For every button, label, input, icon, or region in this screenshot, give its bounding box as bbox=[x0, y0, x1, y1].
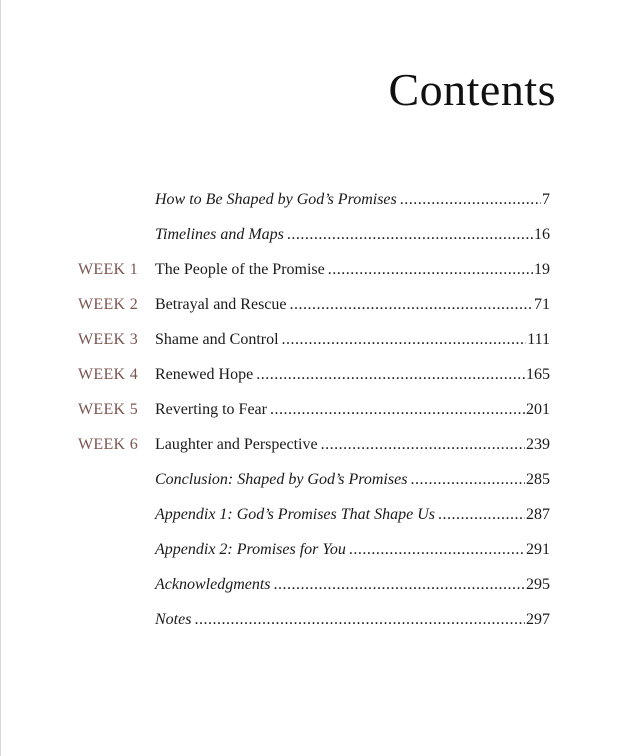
week-label: WEEK 4 bbox=[78, 366, 139, 383]
toc-entry[interactable] bbox=[155, 539, 550, 561]
toc-entry[interactable] bbox=[155, 189, 550, 211]
dot-leader bbox=[274, 574, 525, 596]
toc-entry-title[interactable]: Appendix 1: God’s Promises That Shape Us bbox=[155, 506, 435, 523]
page-number: 291 bbox=[526, 541, 550, 558]
page-title: Contents bbox=[388, 64, 556, 115]
week-label: WEEK 6 bbox=[78, 436, 139, 453]
toc-row[interactable] bbox=[0, 609, 624, 644]
page-number: 201 bbox=[526, 401, 550, 418]
page-number: 165 bbox=[526, 366, 550, 383]
toc-entry[interactable] bbox=[155, 469, 550, 491]
toc-row[interactable] bbox=[0, 224, 624, 259]
toc-entry[interactable] bbox=[155, 259, 550, 281]
week-label: WEEK 2 bbox=[78, 296, 139, 313]
toc-entry[interactable] bbox=[155, 329, 550, 351]
dot-leader bbox=[438, 504, 525, 526]
toc-entry[interactable] bbox=[155, 574, 550, 596]
page-number: 285 bbox=[526, 471, 550, 488]
toc-entry[interactable] bbox=[155, 364, 550, 386]
page-number: 71 bbox=[534, 296, 550, 313]
toc-row[interactable] bbox=[0, 189, 624, 224]
toc-entry-title[interactable]: Appendix 2: Promises for You bbox=[155, 541, 346, 558]
page-number: 239 bbox=[526, 436, 550, 453]
week-label: WEEK 3 bbox=[78, 331, 139, 348]
toc-entry-title[interactable]: Shame and Control bbox=[155, 331, 279, 348]
toc-entry-title[interactable]: Notes bbox=[155, 611, 192, 628]
dot-leader bbox=[321, 434, 525, 456]
toc-row[interactable] bbox=[0, 329, 624, 364]
dot-leader bbox=[290, 294, 534, 316]
toc-entry[interactable] bbox=[155, 504, 550, 526]
dot-leader bbox=[410, 469, 525, 491]
toc-entry[interactable] bbox=[155, 399, 550, 421]
toc-row[interactable] bbox=[0, 574, 624, 609]
toc-entry[interactable] bbox=[155, 294, 550, 316]
toc-entry-title[interactable]: Conclusion: Shaped by God’s Promises bbox=[155, 471, 408, 488]
page-number: 7 bbox=[542, 191, 550, 208]
toc-row[interactable] bbox=[0, 364, 624, 399]
week-label: WEEK 1 bbox=[78, 261, 139, 278]
dot-leader bbox=[256, 364, 525, 386]
toc-entry[interactable] bbox=[155, 609, 550, 631]
toc-entry[interactable] bbox=[155, 434, 550, 456]
week-label: WEEK 5 bbox=[78, 401, 139, 418]
toc-row[interactable] bbox=[0, 259, 624, 294]
toc-row[interactable] bbox=[0, 504, 624, 539]
page-number: 16 bbox=[534, 226, 550, 243]
toc-entry-title[interactable]: Renewed Hope bbox=[155, 366, 254, 383]
page-number: 19 bbox=[534, 261, 550, 278]
toc-entry-title[interactable]: Reverting to Fear bbox=[155, 401, 267, 418]
toc-entry[interactable] bbox=[155, 224, 550, 246]
dot-leader bbox=[287, 224, 533, 246]
page-number: 295 bbox=[526, 576, 550, 593]
page-number: 297 bbox=[526, 611, 550, 628]
toc-row[interactable] bbox=[0, 469, 624, 504]
dot-leader bbox=[270, 399, 525, 421]
toc-row[interactable] bbox=[0, 294, 624, 329]
toc-entry-title[interactable]: The People of the Promise bbox=[155, 261, 325, 278]
table-of-contents bbox=[0, 189, 624, 644]
dot-leader bbox=[400, 189, 541, 211]
toc-row[interactable] bbox=[0, 399, 624, 434]
toc-entry-title[interactable]: Timelines and Maps bbox=[155, 226, 284, 243]
page-number: 111 bbox=[527, 331, 550, 348]
toc-row[interactable] bbox=[0, 434, 624, 469]
toc-entry-title[interactable]: Acknowledgments bbox=[155, 576, 271, 593]
dot-leader bbox=[328, 259, 533, 281]
toc-entry-title[interactable]: Betrayal and Rescue bbox=[155, 296, 287, 313]
toc-entry-title[interactable]: Laughter and Perspective bbox=[155, 436, 318, 453]
toc-row[interactable] bbox=[0, 539, 624, 574]
page-number: 287 bbox=[526, 506, 550, 523]
dot-leader bbox=[349, 539, 525, 561]
toc-entry-title[interactable]: How to Be Shaped by God’s Promises bbox=[155, 191, 397, 208]
dot-leader bbox=[282, 329, 527, 351]
dot-leader bbox=[194, 609, 525, 631]
